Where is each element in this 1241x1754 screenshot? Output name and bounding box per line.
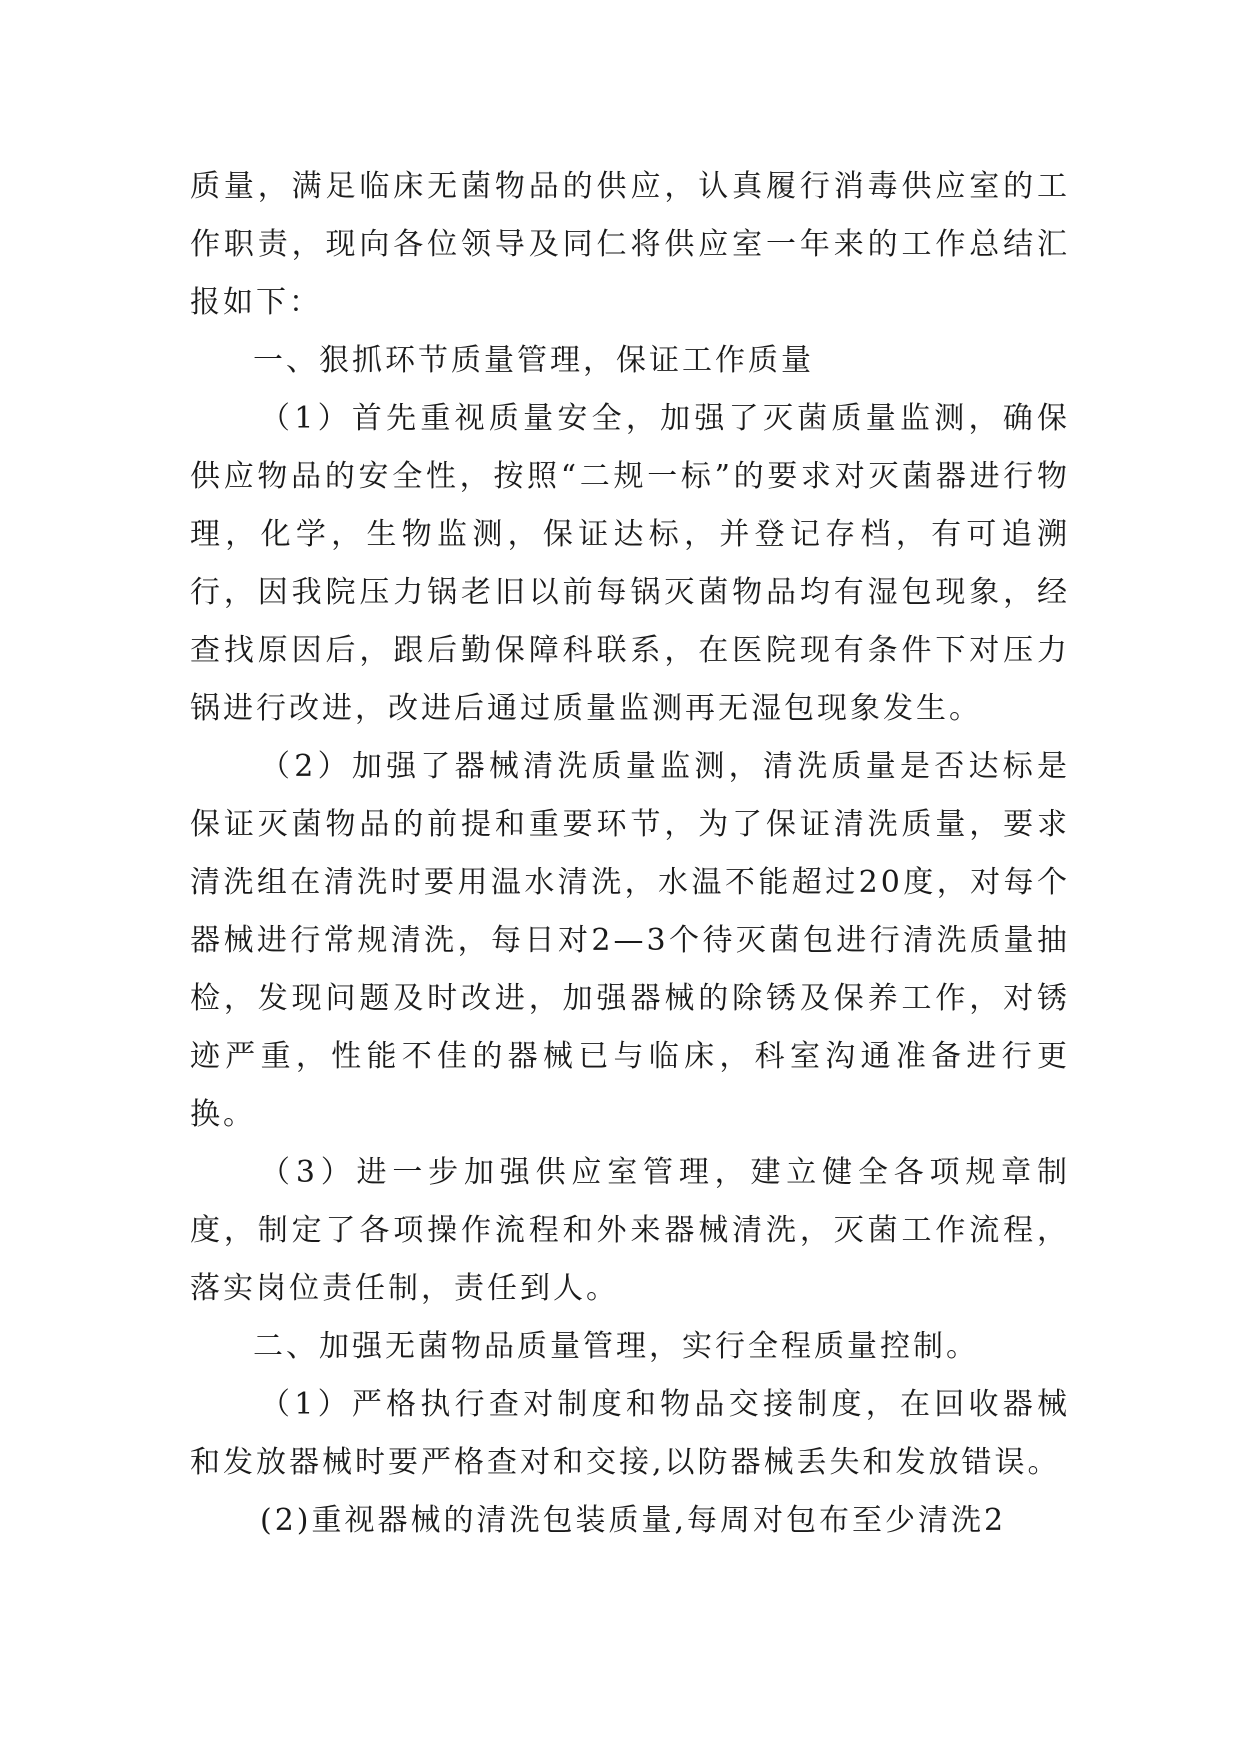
list-item-2-1: （1）严格执行查对制度和物品交接制度，在回收器械和发放器械时要严格查对和交接,以防器械丢失和发放错误。 (190, 1387, 1070, 1480)
document-body (190, 158, 1070, 1550)
list-item-1-3: （3）进一步加强供应室管理，建立健全各项规章制度，制定了各项操作流程和外来器械清洗，灭菌工作流程，落实岗位责任制，责任到人。 (190, 1155, 1070, 1306)
section-heading-1: 一、狠抓环节质量管理，保证工作质量 (253, 343, 814, 378)
list-item-1-2: （2）加强了器械清洗质量监测，清洗质量是否达标是保证灭菌物品的前提和重要环节，为了保证清洗质量，要求清洗组在清洗时要用温水清洗，水温不能超过20度，对每个器械进行常规清洗，每日对2—3个待灭菌包进行清洗质量抽检，发现问题及时改进，加强器械的除锈及保养工作，对锈迹严重，性能不佳的器械已与临床，科室沟通准备进行更换。 (190, 749, 1070, 1132)
list-item-2-2: (2)重视器械的清洗包装质量,每周对包布至少清洗2 (260, 1503, 1007, 1538)
intro-paragraph: 质量，满足临床无菌物品的供应，认真履行消毒供应室的工作职责，现向各位领导及同仁将供应室一年来的工作总结汇报如下： (190, 169, 1070, 320)
list-item-1-1: （1）首先重视质量安全，加强了灭菌质量监测，确保供应物品的安全性，按照“二规一标”的要求对灭菌器进行物理，化学，生物监测，保证达标，并登记存档，有可追溯行，因我院压力锅老旧以前每锅灭菌物品均有湿包现象，经查找原因后，跟后勤保障科联系，在医院现有条件下对压力锅进行改进，改进后通过质量监测再无湿包现象发生。 (190, 401, 1070, 726)
section-heading-2: 二、加强无菌物品质量管理，实行全程质量控制。 (253, 1329, 979, 1364)
